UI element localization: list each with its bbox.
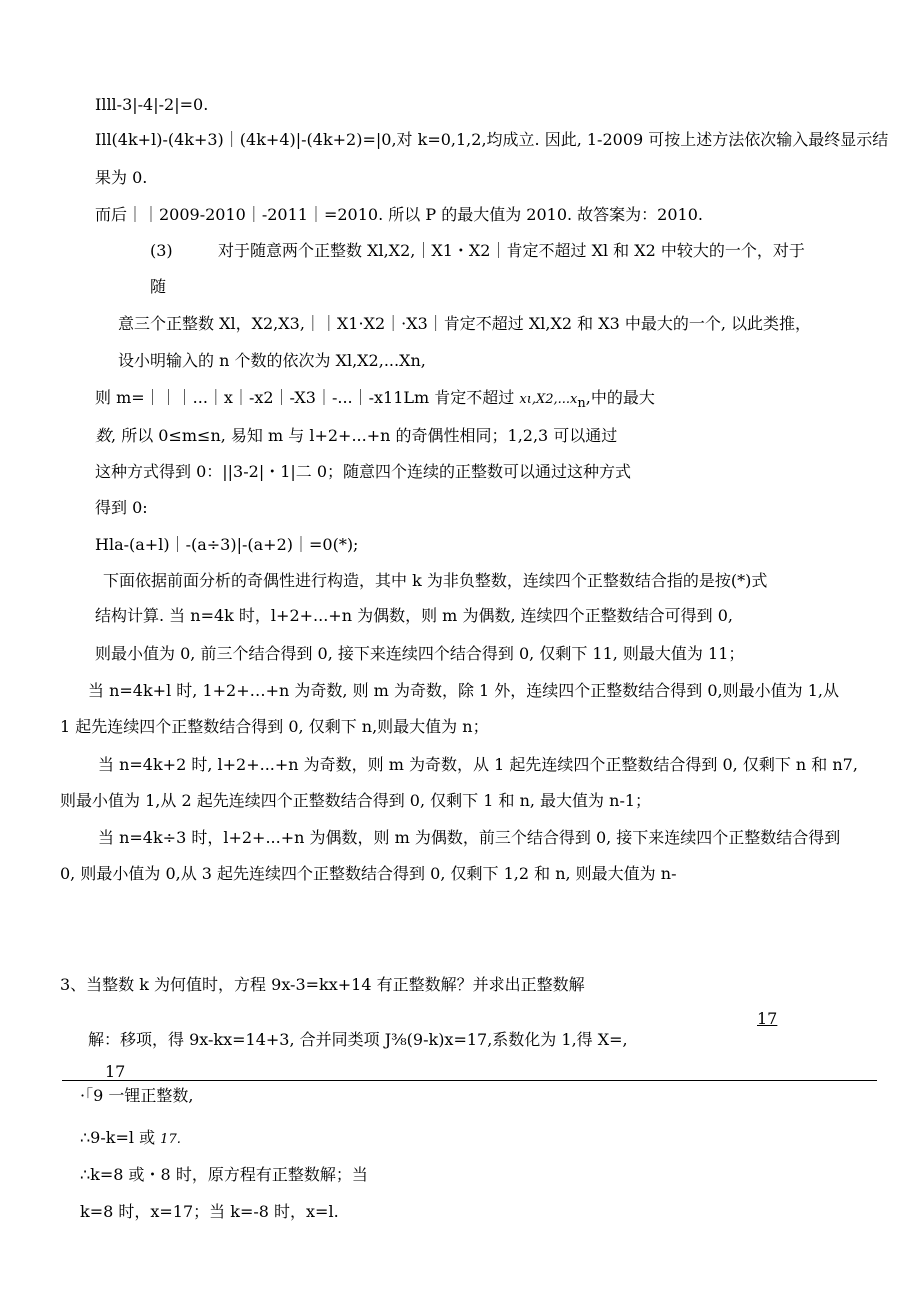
line-10: [95, 426, 617, 446]
line-4: 而后｜｜2009-2010｜-2011｜=2010. 所以 P 的最大值为 2010. 故答案为：2010.: [95, 205, 703, 224]
line-14: 下面依据前面分析的奇偶性进行构造，其中 k 为非负整数，连续四个正整数结合指的是按(*)式: [103, 571, 768, 590]
fraction-numerator: 17: [757, 1009, 778, 1028]
line-3: 果为 0.: [95, 168, 148, 187]
horizontal-rule: [62, 1080, 877, 1081]
line-20: 则最小值为 1,从 2 起先连续四个正整数结合得到 0, 仅剩下 1 和 n, 最大值为 n-1；: [60, 791, 652, 810]
line-9-vars: xι,X2,...x: [519, 392, 578, 407]
line-2: Ill(4k+l)-(4k+3)｜(4k+4)|-(4k+2)=|0,对 k=0,1,2,均成立. 因此, 1-2009 可按上述方法依次输入最终显示结: [95, 130, 889, 149]
line-9-text: 则 m=｜｜｜...｜x｜-x2｜-X3｜-...｜-x11Lm 肯定不超过: [95, 388, 515, 407]
line-22: 0, 则最小值为 0,从 3 起先连续四个正整数结合得到 0, 仅剩下 1,2 和 n, 则最大值为 n-: [60, 864, 677, 883]
line-7: 意三个正整数 Xl，X2,X3,｜｜X1·X2｜·X3｜肯定不超过 Xl,X2 和 X3 中最大的一个, 以此类推，: [118, 314, 812, 333]
solution-line-1: 解：移项，得 9x-kx=14+3, 合并同类项 J⅜(9-k)x=17,系数化为 1,得 X=,: [88, 1030, 628, 1049]
fraction-denominator: 17: [105, 1062, 126, 1081]
line-6: 随: [150, 277, 167, 296]
line-9-sub: n: [577, 396, 586, 412]
solution-line-3: [80, 1128, 181, 1150]
solution-line-5: k=8 时，x=17；当 k=-8 时，x=l.: [80, 1202, 339, 1221]
line-19: 当 n=4k+2 时, l+2+...+n 为奇数，则 m 为奇数，从 1 起先连续四个正整数结合得到 0, 仅剩下 n 和 n7,: [98, 755, 858, 774]
line-13: Hla-(a+l)｜-(a÷3)|-(a+2)｜=0(*);: [95, 535, 359, 554]
line-10-text: , 所以 0≤m≤n, 易知 m 与 l+2+...+n 的奇偶性相同；1,2,3 可以通过: [111, 426, 618, 445]
solution-line-3-value: 17.: [160, 1132, 181, 1147]
problem-3-statement: 3、当整数 k 为何值时，方程 9x-3=kx+14 有正整数解？并求出正整数解: [60, 975, 585, 994]
item-3-number: (3): [150, 241, 173, 260]
line-16: 则最小值为 0, 前三个结合得到 0, 接下来连续四个结合得到 0, 仅剩下 11, 则最大值为 11；: [95, 644, 745, 663]
line-18: 1 起先连续四个正整数结合得到 0, 仅剩下 n,则最大值为 n；: [60, 717, 489, 736]
line-21: 当 n=4k÷3 时，l+2+...+n 为偶数，则 m 为偶数，前三个结合得到 0, 接下来连续四个正整数结合得到: [98, 828, 841, 847]
line-10-start: 数: [95, 426, 112, 445]
line-17: 当 n=4k+l 时, 1+2+…+n 为奇数, 则 m 为奇数，除 1 外，连续四个正整数结合得到 0,则最小值为 1,从: [88, 681, 839, 700]
line-9: [95, 388, 655, 414]
line-12: 得到 0:: [95, 498, 148, 517]
line-8: 设小明输入的 n 个数的依次为 Xl,X2,...Xn,: [118, 351, 426, 370]
solution-line-2: ·「9 一锂正整数,: [80, 1086, 194, 1105]
line-15: 结构计算. 当 n=4k 时，l+2+...+n 为偶数，则 m 为偶数, 连续四个正整数结合可得到 0,: [95, 606, 733, 625]
solution-line-3-text: ∴9-k=l 或: [80, 1128, 156, 1147]
solution-line-4: ∴k=8 或・8 时，原方程有正整数解；当: [80, 1165, 368, 1184]
line-9-tail: ,中的最大: [585, 388, 655, 407]
line-5: 对于随意两个正整数 Xl,X2,｜X1・X2｜肯定不超过 Xl 和 X2 中较大的一个，对于: [218, 241, 805, 260]
line-11: 这种方式得到 0：||3-2|・1|二 0；随意四个连续的正整数可以通过这种方式: [95, 462, 632, 481]
line-1: Illl-3|-4|-2|=0.: [95, 95, 209, 114]
